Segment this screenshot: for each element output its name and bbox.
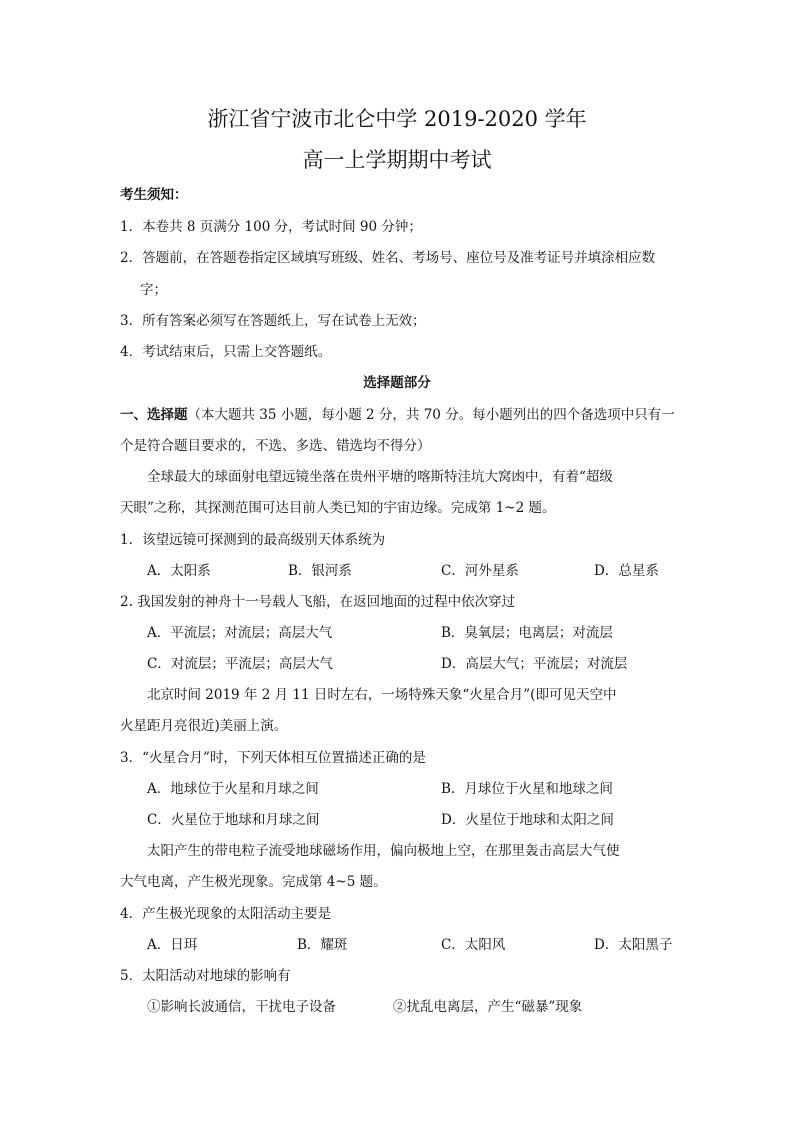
question-1-option-d: D．总星系 [594, 563, 659, 579]
passage-2-line-2: 火星距月亮很近)美丽上演。 [120, 718, 288, 734]
question-1-option-a: A．太阳系 [147, 563, 211, 579]
notice-item-1: 1．本卷共 8 页满分 100 分，考试时间 90 分钟； [120, 219, 422, 235]
question-2-option-a: A．平流层；对流层；高层大气 [147, 625, 333, 641]
question-5-statement-1: ①影响长波通信，干扰电子设备 [147, 999, 336, 1015]
passage-2-line-1: 北京时间 2019 年 2 月 11 日时左右，一场特殊天象“火星合月”(即可见天空中 [147, 687, 617, 703]
question-5-stem: 5．太阳活动对地球的影响有 [120, 968, 291, 984]
question-4-stem: 4．产生极光现象的太阳活动主要是 [120, 906, 332, 922]
notice-item-3: 3．所有答案必须写在答题纸上，写在试卷上无效； [120, 313, 426, 329]
question-4-option-a: A．日珥 [147, 937, 198, 953]
question-2-option-d: D．高层大气；平流层；对流层 [441, 656, 628, 672]
question-2-stem: 2. 我国发射的神舟十一号载人飞船，在返回地面的过程中依次穿过 [120, 594, 516, 610]
question-4-option-c: C．太阳风 [441, 937, 506, 953]
part-instructions-cont: 个是符合题目要求的，不选、多选、错选均不得分） [120, 438, 431, 454]
question-2-option-b: B．臭氧层；电离层；对流层 [441, 625, 613, 641]
part-label: 一、选择题 [120, 407, 188, 423]
section-title: 选择题部分 [363, 375, 431, 391]
passage-3-line-1: 太阳产生的带电粒子流受地球磁场作用，偏向极地上空，在那里轰击高层大气使 [147, 843, 620, 859]
question-1-stem: 1．该望远镜可探测到的最高级别天体系统为 [120, 532, 386, 548]
question-3-option-a: A．地球位于火星和月球之间 [147, 781, 319, 797]
question-3-stem: 3．“火星合月”时，下列天体相互位置描述正确的是 [120, 750, 426, 766]
question-3-option-c: C．火星位于地球和月球之间 [147, 812, 320, 828]
exam-title-line1: 浙江省宁波市北仑中学 2019-2020 学年 [207, 107, 587, 131]
exam-title-line2: 高一上学期期中考试 [302, 148, 492, 172]
notice-item-4: 4．考试结束后，只需上交答题纸。 [120, 344, 332, 360]
part-instructions [120, 406, 675, 424]
notice-item-2: 2．答题前，在答题卷指定区域填写班级、姓名、考场号、座位号及准考证号并填涂相应数 [120, 250, 656, 266]
notice-heading: 考生须知： [120, 187, 188, 203]
question-4-option-b: B．耀斑 [297, 937, 348, 953]
passage-3-line-2: 大气电离，产生极光现象。完成第 4~5 题。 [120, 874, 387, 890]
question-5-statement-2: ②扰乱电离层，产生“磁暴”现象 [393, 999, 583, 1015]
question-1-option-c: C．河外星系 [441, 563, 519, 579]
question-4-option-d: D．太阳黑子 [594, 937, 673, 953]
notice-item-2-cont: 字； [140, 282, 167, 298]
passage-1-line-1: 全球最大的球面射电望远镜坐落在贵州平塘的喀斯特洼坑大窝凼中，有着“超级 [147, 469, 613, 485]
question-3-option-d: D．火星位于地球和太阳之间 [441, 812, 614, 828]
question-2-option-c: C．对流层；平流层；高层大气 [147, 656, 333, 672]
question-3-option-b: B．月球位于火星和地球之间 [441, 781, 613, 797]
question-1-option-b: B．银河系 [288, 563, 352, 579]
part-description: （本大题共 35 小题，每小题 2 分，共 70 分。每小题列出的四个备选项中只有一 [187, 407, 675, 423]
passage-1-line-2: 天眼”之称，其探测范围可达目前人类已知的宇宙边缘。完成第 1~2 题。 [120, 500, 556, 516]
